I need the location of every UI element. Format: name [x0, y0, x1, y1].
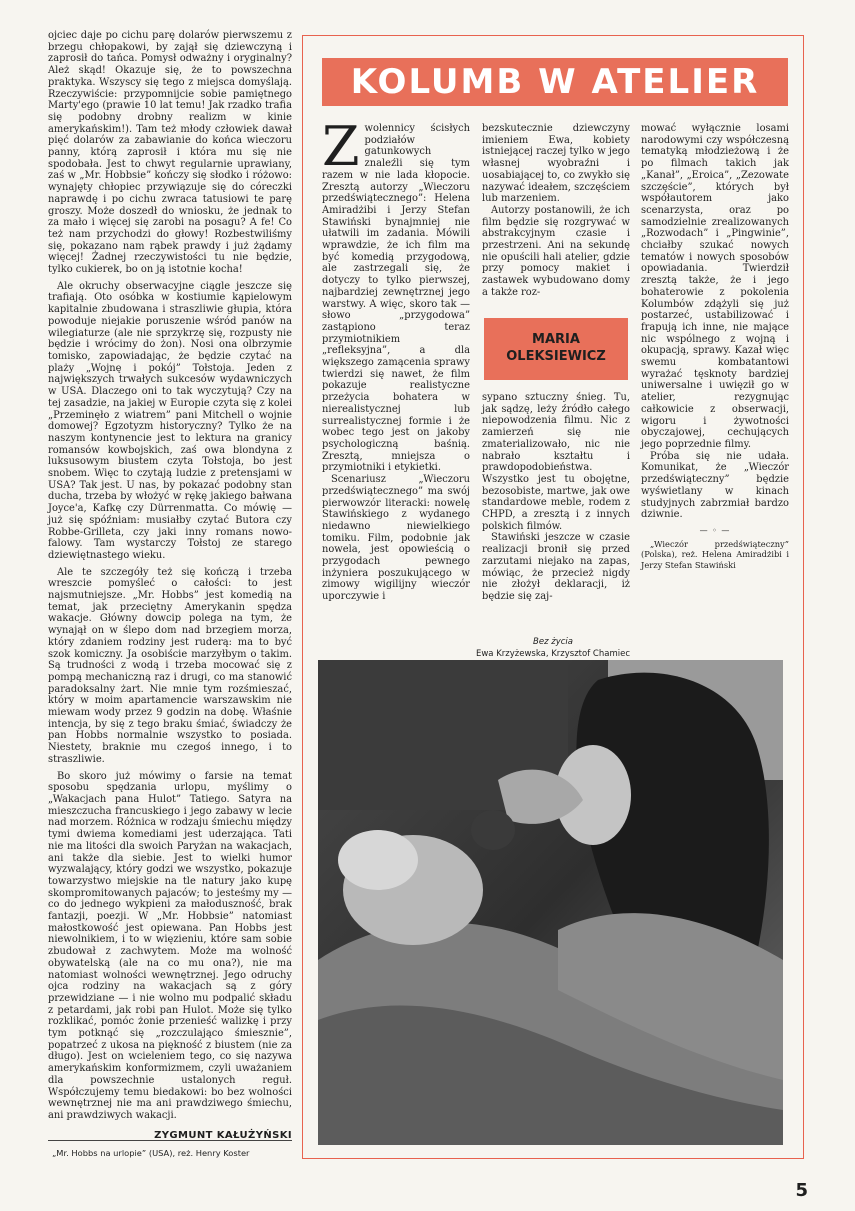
article-column-2-bottom — [482, 392, 630, 603]
article-paragraph: bezskutecznie dziewczyny imieniem Ewa, kobiety istniejącej raczej tylko w jego własnej wyobraźni i uosabiającej to, co zwykło się nazywać ideałem, szczęściem lub marzeniem. — [482, 123, 631, 205]
author-last-name: OLEKSIEWICZ — [506, 349, 606, 364]
article-paragraph: Scenariusz „Wieczoru przedświątecznego” ma swój pierwowzór literacki: nowelę Stawińskiego z wydanego niedawno niewielkiego tomiku. Film, podobnie jak nowela, jest opowieścią o przygodach pewnego inżyniera poszukującego w zimowy wigilijny wieczór uporczywie i — [322, 474, 470, 603]
article-paragraph: mować wyłącznie losami narodowymi czy współczesną tematyką młodzieżową i że po filmach takich jak „Kanał”, „Eroica”, „Zezowate szczęście”, których był współautorem jako scenarzysta, oraz po samodzielnie zrealizowanych „Rozwodach” i „Pingwinie”, chciałby szukać nowych tematów i nowych sposobów opowiadania. Twierdził zresztą także, że i jego bohaterowie z pokolenia Kolumbów zdążyli się już postarzeć, ustabilizować i frapują ich inne, nie mające nic wspólnego z wojną i okupacją, sprawy. Kazał więc swemu kombatantowi wyrażać tęsknoty bardziej uniwersalne i uwięził go w atelier, rezygnując całkowicie z obserwacji, wigoru i żywotności obyczajowej, cechujących jego poprzednie filmy. — [641, 123, 789, 450]
article-paragraph: Stawiński jeszcze w czasie realizacji bronił się przed zarzutami niejako na zapas, mówiąc, że przecież nigdy nie złożył deklaracji, iż będzie się zaj- — [482, 532, 630, 602]
author-first-name: MARIA — [532, 332, 580, 347]
photo-caption-title: Bez życia — [533, 637, 573, 647]
drop-cap: Z — [322, 115, 360, 178]
review-paragraph: Bo skoro już mówimy o farsie na temat sposobu spędzania urlopu, myślimy o „Wakacjach pana Hulot” Tatiego. Satyra na mieszczucha francuskiego i jego zabawy w lecie nad morzem. Różnica w rodzaju śmiechu między tymi dwiema komediami jest uderzająca. Tati nie ma litości dla swoich Paryżan na wakacjach, ani także dla siebie. Jest to wielki humor wyzwalający, który godzi we wszystko, pokazuje towarzystwo miejskie na tle natury jako kupę skompromitowanych pajaców; to jesteśmy my — co do jednego wykpieni za małoduszność, brak fantazji, poezji. W „Mr. Hobbsie” natomiast małostkowość jest opiewana. Pan Hobbs jest niewolnikiem, i to w więzieniu, które sam sobie zbudował z zachwytem. Może ma wolność obywatelską (ale na co mu ona?), nie ma natomiast wolności wewnętrznej. Jego odruchy ojca rodziny na wakacjach są z góry przewidziane — i nie wolno mu podpalić składu z petardami, jak robi pan Hulot. Może się tylko rozklikać, pomóc żonie przenieść walizkę i przy tym potknąć się „rozczulająco śmiesznie”, popatrzeć z ukosa na piękność z biustem (nie za długo). Jest on wcieleniem tego, co się nazywa amerykańskim konformizmem, czyli uważaniem dla powszechnie ustalonych reguł. Współczujemy temu biedakowi: bo bez wolności wewnętrznej nie ma ani prawdziwego śmiechu, ani prawdziwych wakacji. — [48, 770, 292, 1121]
page-number: 5 — [795, 1180, 808, 1201]
film-still-illustration — [318, 660, 783, 1145]
review-paragraph: ojciec daje po cichu parę dolarów pierwszemu z brzegu chłopakowi, by zajął się dziewczyną i zaprosił do tańca. Pomysł odważny i oryginalny? Ależ skąd! Okazuje się, że to powszechna praktyka. Wszyscy się tego z miejsca domyślają. Rzeczywiście: przypomnijcie sobie pamiętnego Marty'ego (prawie 10 lat temu! Jak rzadko trafia się podobny drobny realizm w kinie amerykańskim!). Tam też młody człowiek dawał pięć dolarów za zabawianie do końca wieczoru panny, którą zaprosił i która mu się nie spodobała. Jest to chwyt regularnie uprawiany, zaś w „Mr. Hobbsie” kończy się słodko i różowo: wynajęty chłopiec przywiązuje się do córeczki naprawdę i po cichu zwraca tatusiowi te parę groszy. Może doszedł do wniosku, że jednak to za mało i więcej się zarobi na posagu? A fe! Co też nam przychodzi do głowy! Rozbestwiliśmy się, pokazano nam rąbek prawdy i już żądamy więcej! Żadnej rzeczywistości tu nie będzie, tylko cukierek, bo on ją istotnie kocha! — [48, 30, 292, 276]
ornament-divider: — ◦ — — [699, 525, 731, 535]
caption-divider — [48, 1140, 292, 1141]
article-paragraph: Autorzy postanowili, że ich film będzie się rozgrywać w abstrakcyjnym czasie i przestrzeni. Ani na sekundę nie opuścili hali atelier, gdzie przy pomocy makiet i zastawek wybudowano domy a także roz- — [482, 204, 630, 298]
article-title: KOLUMB W ATELIER — [322, 58, 788, 106]
review-column — [48, 30, 292, 1141]
review-film-caption: „Mr. Hobbs na urlopie” (USA), reż. Henry Koster — [52, 1148, 250, 1158]
man-hair-shape — [338, 830, 418, 890]
article-paragraph: Zwolennicy ścisłych podziałów gatunkowych znaleźli się tym razem w nie lada kłopocie. Zresztą autorzy „Wieczoru przedświątecznego”: Helena Amiradżibi i Jerzy Stefan Stawiński bynajmniej nie ułatwili im zadania. Mówili wprawdzie, że ich film ma być komedią przygodową, ale zastrzegali się, że dotyczy to tylko pierwszej, najbardziej zewnętrznej jego warstwy. A więc, skoro tak — słowo „przygodowa” zastąpiono teraz przymiotnikiem „refleksyjna”, a dla większego zamącenia sprawy twierdzi się nawet, że film pokazuje realistyczne przeżycia bohatera w nierealistycznej lub surrealistycznej formie i że wobec tego jest on jakoby psychologiczną baśnią. Zresztą, mniejsza o przymiotniki i etykietki. — [322, 115, 470, 474]
photo-caption — [320, 636, 786, 660]
photo-caption-names: Ewa Krzyżewska, Krzysztof Chamiec — [475, 649, 630, 659]
review-paragraph: Ale te szczegóły też się kończą i trzeba wreszcie pomyśleć o całości: to jest najsmutniejsze. „Mr. Hobbs” jest komedią na temat, jak przeciętny Amerykanin spędza wakacje. Główny dowcip polega na tym, że wynajął on w ślepo dom nad brzegiem morza, który zdaniem rodziny jest ruderą: ma to być szok komiczny. Ja osobiście marzyłbym o takim. Są trudności z wodą i trzeba mocować się z pompą mechaniczną raz i drugi, co ma stanowić paradoksalny żart. Nie mnie tym rozśmieszać, który w moim apartamencie warszawskim nie miewam wody przez 9 godzin na dobę. Właśnie intencja, by się z tego braku śmiać, świadczy że pan Hobbs normalnie wszystko to posiada. Niestety, braknie mu czegoś innego, i to straszliwie. — [48, 566, 292, 765]
article-paragraph: Próba się nie udała. Komunikat, że „Wieczór przedświąteczny” będzie wyświetlany w kinach studyjnych zabrzmiał bardzo dziwnie. — [641, 450, 789, 521]
author-byline — [484, 318, 628, 380]
article-column-3 — [641, 123, 789, 570]
film-still-photo — [318, 660, 783, 1145]
article-column-2-top — [482, 123, 630, 299]
article-paragraph: sypano sztuczny śnieg. Tu, jak sądzę, leży źródło całego niepowodzenia filmu. Nic z zamierzeń się nie zmaterializowało, nic nie nabrało kształtu i prawdopodobieństwa. Wszystko jest tu obojętne, bezosobiste, martwe, jak owe standardowe meble, rodem z CHPD, a zresztą i z innych polskich filmów. — [482, 392, 630, 532]
article-column-1 — [322, 115, 470, 603]
article-film-note: „Wieczór przedświąteczny” (Polska), reż. Helena Amiradżibi i Jerzy Stefan Stawiński — [641, 538, 789, 570]
review-paragraph: Ale okruchy obserwacyjne ciągle jeszcze się trafiają. Oto osóbka w kostiumie kąpielowym kapitalnie zbudowana i straszliwie głupia, która powoduje niejakie poruszenie wśród panów na wilegiaturze (ale nie sprzykrzę się, rozpusty nie będzie i wrócimy do żon). Nosi ona olbrzymie tomisko, zapowiadając, że będzie czytać na plaży „Wojnę i pokój” Tołstoja. Jeden z największych trwałych sukcesów wydawniczych w USA. Dlaczego oni to tak wyczytują? Czy na tej zasadzie, na jakiej w Europie czyta się z kolei „Przeminęło z wiatrem” pani Mitchell o wojnie domowej? Egzotyzm historyczny? Tylko że na naszym kontynencie jest to lektura na granicy romansów kowbojskich, zaś owa blondyna z luksusowym biustem czyta Tołstoja, bo jest snobem. Więc to czytają ludzie z pretensjami w USA? Tak jest. U nas, by pokazać podobny stan ducha, trzeba by włożyć w rękę jakiego bałwana Joyce'a, Kafkę czy Dürrenmatta. Co mówię — już się spóźniam: musiałby czytać Butora czy Robbe-Grilleta, czy jaki inny romans nowo-falowy. Tam wystarczy Tołstoj ze starego dziewiętnastego wieku. — [48, 280, 292, 561]
cup-shape — [471, 810, 515, 850]
review-signature: ZYGMUNT KAŁUŻYŃSKI — [154, 1129, 292, 1141]
